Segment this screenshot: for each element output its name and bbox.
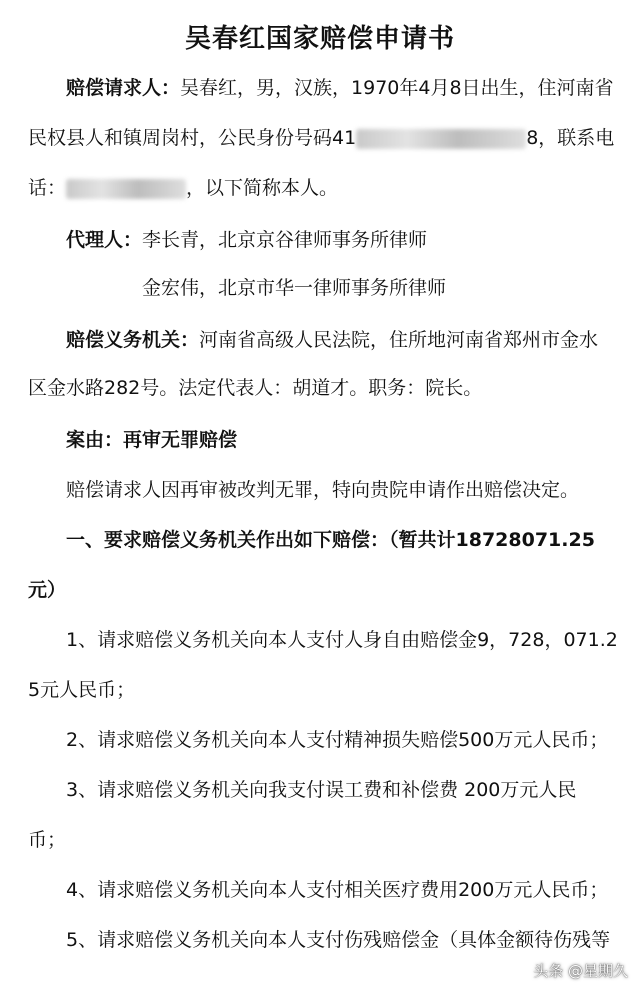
claimant-text-3b: ，以下简称本人。 bbox=[186, 177, 339, 199]
item-3-line-2: 币； bbox=[28, 829, 67, 851]
claimant-label: 赔偿请求人： bbox=[66, 77, 181, 99]
obligor-line-2: 区金水路282号。法定代表人：胡道才。职务：院长。 bbox=[28, 377, 483, 399]
redacted-id-number bbox=[356, 129, 526, 149]
agent-line-1 bbox=[66, 226, 427, 254]
item-2-line-1: 2、请求赔偿义务机关向本人支付精神损失赔偿500万元人民币； bbox=[66, 729, 609, 751]
item-1-line-1: 1、请求赔偿义务机关向本人支付人身自由赔偿金9，728，071.2 bbox=[66, 629, 618, 651]
redacted-phone-number bbox=[66, 179, 186, 199]
section1-heading-cont: 元） bbox=[28, 579, 67, 601]
agent-first: 李长青，北京京谷律师事务所律师 bbox=[142, 229, 428, 251]
claimant-text-1: 吴春红，男，汉族，1970年4月8日出生，住河南省 bbox=[180, 77, 614, 99]
section1-heading: 一、要求赔偿义务机关作出如下赔偿：（暂共计18728071.25 bbox=[66, 529, 595, 551]
claimant-text-3a: 话： bbox=[28, 177, 67, 199]
claimant-text-2a: 民权县人和镇周岗村，公民身份号码41 bbox=[28, 127, 357, 149]
item-4-line-1: 4、请求赔偿义务机关向本人支付相关医疗费用200万元人民币； bbox=[66, 879, 609, 901]
item-3-line-1: 3、请求赔偿义务机关向我支付误工费和补偿费 200万元人民 bbox=[66, 779, 577, 801]
document-title: 吴春红国家赔偿申请书 bbox=[184, 24, 455, 54]
claimant-line-2 bbox=[28, 124, 614, 152]
obligor-label: 赔偿义务机关： bbox=[66, 329, 200, 351]
watermark: 头条 @星期久 bbox=[533, 962, 628, 980]
agent-label: 代理人： bbox=[66, 229, 143, 251]
item-5-line-1: 5、请求赔偿义务机关向本人支付伤残赔偿金（具体金额待伤残等 bbox=[66, 929, 611, 951]
statement: 赔偿请求人因再审被改判无罪，特向贵院申请作出赔偿决定。 bbox=[66, 479, 580, 501]
obligor-text-1: 河南省高级人民法院，住所地河南省郑州市金水 bbox=[199, 329, 599, 351]
agent-second: 金宏伟，北京市华一律师事务所律师 bbox=[142, 277, 447, 299]
obligor-line-1 bbox=[66, 326, 598, 354]
item-1-line-2: 5元人民币； bbox=[28, 679, 136, 701]
claimant-line-3 bbox=[28, 174, 338, 202]
case-cause: 案由：再审无罪赔偿 bbox=[66, 429, 238, 451]
claimant-text-2b: 8，联系电 bbox=[526, 127, 615, 149]
claimant-line-1 bbox=[66, 74, 614, 102]
